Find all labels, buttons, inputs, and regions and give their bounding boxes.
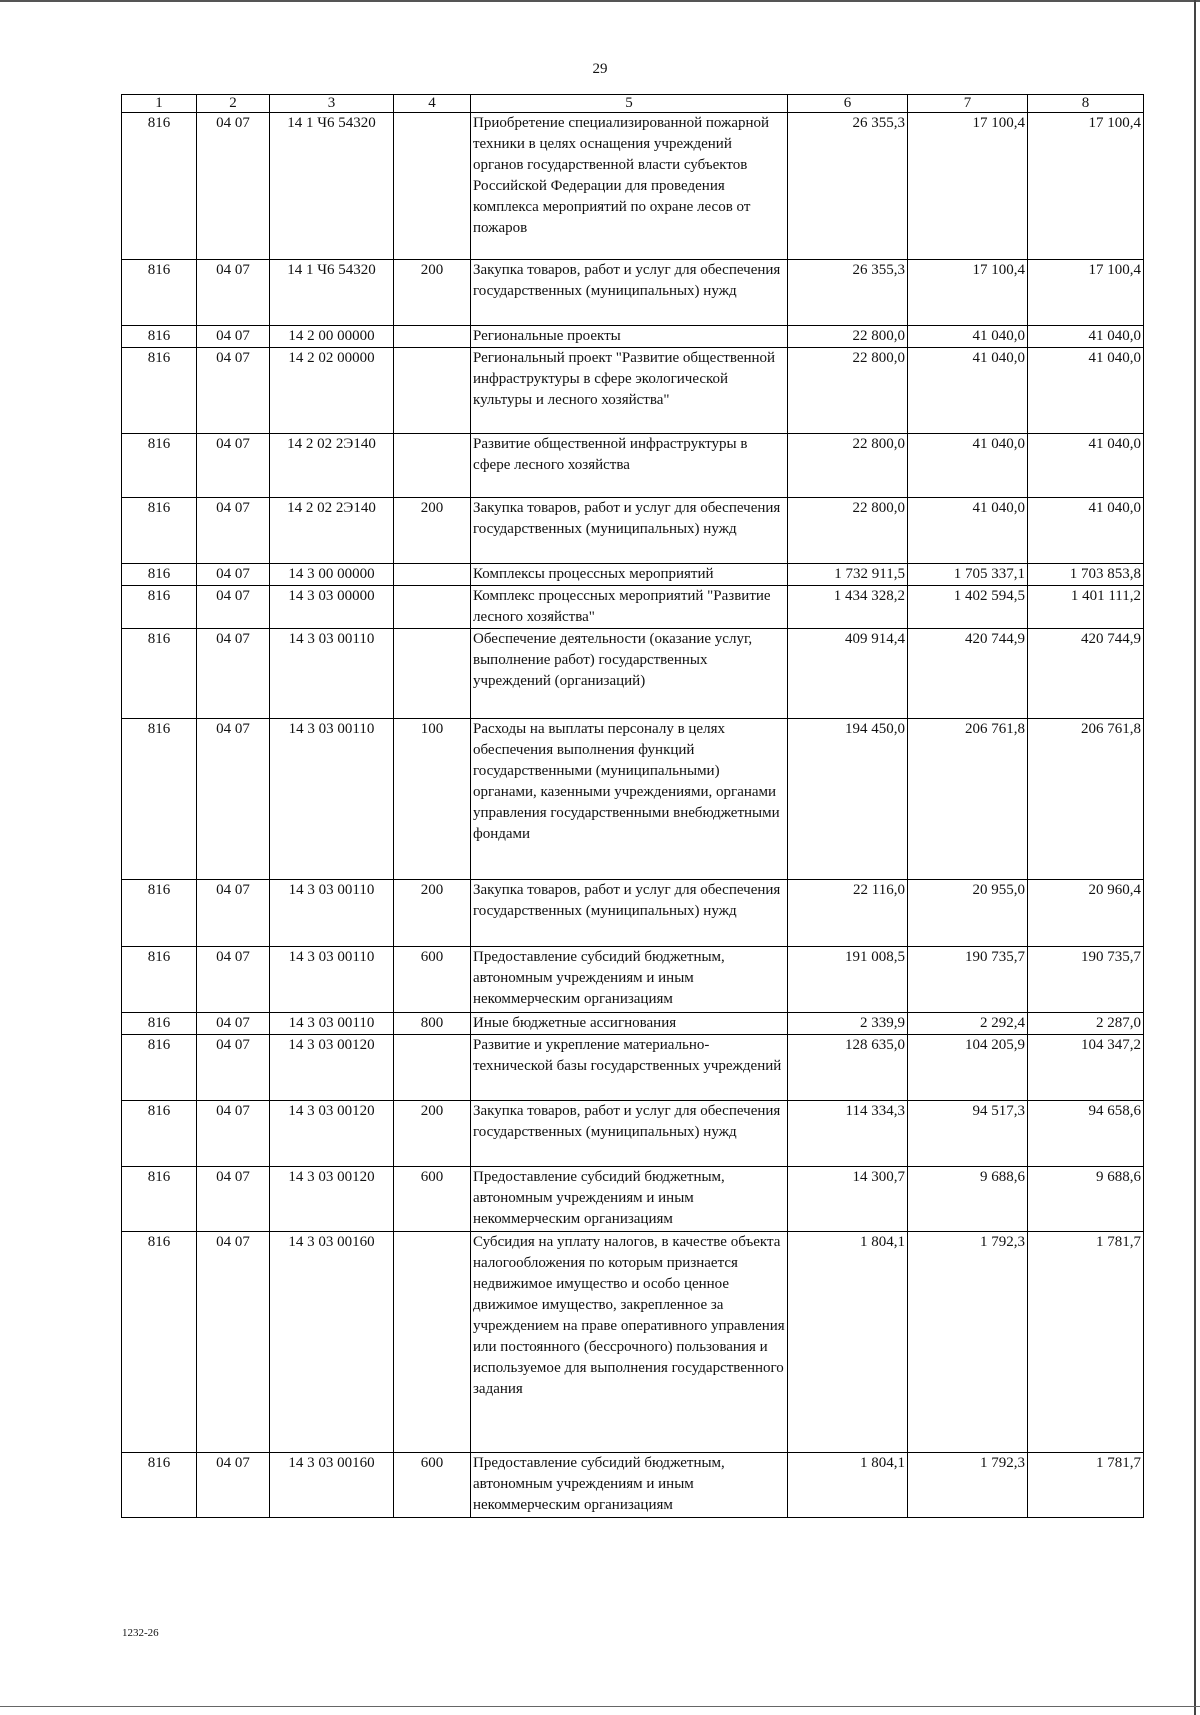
amount-col8-cell: 420 744,9 — [1028, 629, 1144, 719]
description-cell: Закупка товаров, работ и услуг для обеспечения государственных (муниципальных) нужд — [471, 1101, 788, 1167]
admin-code-cell: 816 — [122, 586, 197, 629]
admin-code-cell: 816 — [122, 498, 197, 564]
table-row — [122, 113, 1144, 260]
amount-col8-cell: 9 688,6 — [1028, 1167, 1144, 1232]
admin-code-cell: 816 — [122, 1167, 197, 1232]
target-article-cell: 14 3 03 00120 — [270, 1035, 394, 1101]
target-article-cell: 14 3 03 00120 — [270, 1101, 394, 1167]
table-row — [122, 947, 1144, 1013]
expense-type-cell — [394, 434, 471, 498]
admin-code-cell: 816 — [122, 326, 197, 348]
expense-type-cell — [394, 629, 471, 719]
page-number: 29 — [592, 61, 608, 77]
amount-col7-cell: 1 705 337,1 — [908, 564, 1028, 586]
table-row — [122, 1453, 1144, 1518]
amount-col8-cell: 41 040,0 — [1028, 326, 1144, 348]
description-cell: Расходы на выплаты персоналу в целях обеспечения выполнения функций государственными (муниципальными) органами, казенными учреждениями, органами управления государственными внебюджетными фондами — [471, 719, 788, 880]
amount-col7-cell: 94 517,3 — [908, 1101, 1028, 1167]
target-article-cell: 14 3 03 00120 — [270, 1167, 394, 1232]
description-cell: Региональные проекты — [471, 326, 788, 348]
description-cell: Комплексы процессных мероприятий — [471, 564, 788, 586]
column-header-2: 2 — [197, 95, 270, 113]
amount-col8-cell: 104 347,2 — [1028, 1035, 1144, 1101]
amount-col8-cell: 20 960,4 — [1028, 880, 1144, 947]
target-article-cell: 14 3 03 00110 — [270, 880, 394, 947]
amount-col7-cell: 2 292,4 — [908, 1013, 1028, 1035]
table-row — [122, 1232, 1144, 1453]
admin-code-cell: 816 — [122, 1013, 197, 1035]
amount-col8-cell: 190 735,7 — [1028, 947, 1144, 1013]
section-code-cell: 04 07 — [197, 348, 270, 434]
amount-col6-cell: 22 800,0 — [788, 326, 908, 348]
expense-type-cell: 200 — [394, 498, 471, 564]
amount-col8-cell: 2 287,0 — [1028, 1013, 1144, 1035]
amount-col7-cell: 41 040,0 — [908, 498, 1028, 564]
amount-col6-cell: 128 635,0 — [788, 1035, 908, 1101]
admin-code-cell: 816 — [122, 348, 197, 434]
budget-table — [121, 94, 1144, 1518]
expense-type-cell: 100 — [394, 719, 471, 880]
expense-type-cell: 800 — [394, 1013, 471, 1035]
admin-code-cell: 816 — [122, 1232, 197, 1453]
expense-type-cell: 600 — [394, 1453, 471, 1518]
amount-col8-cell: 41 040,0 — [1028, 498, 1144, 564]
amount-col7-cell: 17 100,4 — [908, 260, 1028, 326]
header-row — [122, 95, 1144, 113]
amount-col6-cell: 191 008,5 — [788, 947, 908, 1013]
amount-col6-cell: 409 914,4 — [788, 629, 908, 719]
table-row — [122, 260, 1144, 326]
scan-edge-top — [0, 0, 1200, 2]
admin-code-cell: 816 — [122, 113, 197, 260]
amount-col6-cell: 22 800,0 — [788, 348, 908, 434]
amount-col7-cell: 1 402 594,5 — [908, 586, 1028, 629]
admin-code-cell: 816 — [122, 629, 197, 719]
amount-col6-cell: 194 450,0 — [788, 719, 908, 880]
amount-col6-cell: 22 800,0 — [788, 434, 908, 498]
description-cell: Субсидия на уплату налогов, в качестве объекта налогообложения по которым признается недвижимое имущество и особо ценное движимое имущество, закрепленное за учреждением на праве оперативного управления или постоянного (бессрочного) пользования и используемое для выполнения государственного задания — [471, 1232, 788, 1453]
amount-col8-cell: 1 781,7 — [1028, 1453, 1144, 1518]
admin-code-cell: 816 — [122, 434, 197, 498]
section-code-cell: 04 07 — [197, 947, 270, 1013]
expense-type-cell: 200 — [394, 880, 471, 947]
expense-type-cell — [394, 564, 471, 586]
target-article-cell: 14 3 03 00110 — [270, 1013, 394, 1035]
amount-col6-cell: 14 300,7 — [788, 1167, 908, 1232]
column-header-3: 3 — [270, 95, 394, 113]
table-row — [122, 348, 1144, 434]
amount-col6-cell: 1 434 328,2 — [788, 586, 908, 629]
column-header-7: 7 — [908, 95, 1028, 113]
amount-col6-cell: 22 116,0 — [788, 880, 908, 947]
amount-col6-cell: 1 732 911,5 — [788, 564, 908, 586]
target-article-cell: 14 2 00 00000 — [270, 326, 394, 348]
table-row — [122, 586, 1144, 629]
amount-col7-cell: 9 688,6 — [908, 1167, 1028, 1232]
expense-type-cell: 600 — [394, 1167, 471, 1232]
document-code: 1232-26 — [122, 1627, 159, 1639]
description-cell: Приобретение специализированной пожарной техники в целях оснащения учреждений органов государственной власти субъектов Российской Федерации для проведения комплекса мероприятий по охране лесов от пожаров — [471, 113, 788, 260]
admin-code-cell: 816 — [122, 564, 197, 586]
description-cell: Развитие и укрепление материально-технической базы государственных учреждений — [471, 1035, 788, 1101]
column-header-4: 4 — [394, 95, 471, 113]
amount-col6-cell: 26 355,3 — [788, 113, 908, 260]
admin-code-cell: 816 — [122, 880, 197, 947]
amount-col8-cell: 1 401 111,2 — [1028, 586, 1144, 629]
expense-type-cell: 600 — [394, 947, 471, 1013]
table-row — [122, 629, 1144, 719]
admin-code-cell: 816 — [122, 719, 197, 880]
amount-col6-cell: 114 334,3 — [788, 1101, 908, 1167]
amount-col8-cell: 1 781,7 — [1028, 1232, 1144, 1453]
column-header-1: 1 — [122, 95, 197, 113]
amount-col7-cell: 1 792,3 — [908, 1453, 1028, 1518]
amount-col8-cell: 17 100,4 — [1028, 113, 1144, 260]
amount-col7-cell: 104 205,9 — [908, 1035, 1028, 1101]
section-code-cell: 04 07 — [197, 498, 270, 564]
admin-code-cell: 816 — [122, 1101, 197, 1167]
description-cell: Закупка товаров, работ и услуг для обеспечения государственных (муниципальных) нужд — [471, 498, 788, 564]
description-cell: Развитие общественной инфраструктуры в сфере лесного хозяйства — [471, 434, 788, 498]
scan-edge-bottom — [0, 1706, 1200, 1707]
description-cell: Предоставление субсидий бюджетным, автономным учреждениям и иным некоммерческим организациям — [471, 1167, 788, 1232]
section-code-cell: 04 07 — [197, 880, 270, 947]
section-code-cell: 04 07 — [197, 719, 270, 880]
description-cell: Региональный проект "Развитие общественной инфраструктуры в сфере экологической культуры и лесного хозяйства" — [471, 348, 788, 434]
section-code-cell: 04 07 — [197, 1035, 270, 1101]
admin-code-cell: 816 — [122, 1035, 197, 1101]
expense-type-cell: 200 — [394, 1101, 471, 1167]
section-code-cell: 04 07 — [197, 629, 270, 719]
expense-type-cell: 200 — [394, 260, 471, 326]
target-article-cell: 14 3 03 00110 — [270, 719, 394, 880]
description-cell: Закупка товаров, работ и услуг для обеспечения государственных (муниципальных) нужд — [471, 880, 788, 947]
amount-col8-cell: 41 040,0 — [1028, 348, 1144, 434]
section-code-cell: 04 07 — [197, 1013, 270, 1035]
target-article-cell: 14 1 Ч6 54320 — [270, 260, 394, 326]
section-code-cell: 04 07 — [197, 326, 270, 348]
table-row — [122, 564, 1144, 586]
amount-col7-cell: 1 792,3 — [908, 1232, 1028, 1453]
target-article-cell: 14 3 00 00000 — [270, 564, 394, 586]
expense-type-cell — [394, 1035, 471, 1101]
table-row — [122, 326, 1144, 348]
target-article-cell: 14 3 03 00000 — [270, 586, 394, 629]
amount-col7-cell: 206 761,8 — [908, 719, 1028, 880]
section-code-cell: 04 07 — [197, 1101, 270, 1167]
table-row — [122, 1167, 1144, 1232]
description-cell: Обеспечение деятельности (оказание услуг, выполнение работ) государственных учреждений (организаций) — [471, 629, 788, 719]
target-article-cell: 14 3 03 00160 — [270, 1453, 394, 1518]
column-header-8: 8 — [1028, 95, 1144, 113]
expense-type-cell — [394, 326, 471, 348]
amount-col6-cell: 26 355,3 — [788, 260, 908, 326]
amount-col6-cell: 22 800,0 — [788, 498, 908, 564]
table-body — [122, 113, 1144, 1518]
amount-col6-cell: 2 339,9 — [788, 1013, 908, 1035]
amount-col6-cell: 1 804,1 — [788, 1453, 908, 1518]
target-article-cell: 14 3 03 00110 — [270, 947, 394, 1013]
admin-code-cell: 816 — [122, 947, 197, 1013]
section-code-cell: 04 07 — [197, 1232, 270, 1453]
expense-type-cell — [394, 113, 471, 260]
table-row — [122, 880, 1144, 947]
table-row — [122, 434, 1144, 498]
amount-col7-cell: 41 040,0 — [908, 348, 1028, 434]
expense-type-cell — [394, 348, 471, 434]
admin-code-cell: 816 — [122, 1453, 197, 1518]
section-code-cell: 04 07 — [197, 1167, 270, 1232]
section-code-cell: 04 07 — [197, 113, 270, 260]
table-row — [122, 498, 1144, 564]
table-row — [122, 1013, 1144, 1035]
target-article-cell: 14 2 02 2Э140 — [270, 434, 394, 498]
amount-col8-cell: 206 761,8 — [1028, 719, 1144, 880]
table-header — [122, 95, 1144, 113]
target-article-cell: 14 2 02 2Э140 — [270, 498, 394, 564]
section-code-cell: 04 07 — [197, 434, 270, 498]
amount-col7-cell: 420 744,9 — [908, 629, 1028, 719]
amount-col8-cell: 41 040,0 — [1028, 434, 1144, 498]
description-cell: Предоставление субсидий бюджетным, автономным учреждениям и иным некоммерческим организациям — [471, 947, 788, 1013]
amount-col8-cell: 17 100,4 — [1028, 260, 1144, 326]
amount-col8-cell: 94 658,6 — [1028, 1101, 1144, 1167]
expense-type-cell — [394, 1232, 471, 1453]
section-code-cell: 04 07 — [197, 564, 270, 586]
amount-col6-cell: 1 804,1 — [788, 1232, 908, 1453]
amount-col7-cell: 190 735,7 — [908, 947, 1028, 1013]
amount-col7-cell: 20 955,0 — [908, 880, 1028, 947]
amount-col7-cell: 41 040,0 — [908, 434, 1028, 498]
section-code-cell: 04 07 — [197, 586, 270, 629]
admin-code-cell: 816 — [122, 260, 197, 326]
table-row — [122, 719, 1144, 880]
column-header-6: 6 — [788, 95, 908, 113]
description-cell: Закупка товаров, работ и услуг для обеспечения государственных (муниципальных) нужд — [471, 260, 788, 326]
target-article-cell: 14 3 03 00110 — [270, 629, 394, 719]
section-code-cell: 04 07 — [197, 1453, 270, 1518]
expense-type-cell — [394, 586, 471, 629]
description-cell: Комплекс процессных мероприятий "Развитие лесного хозяйства" — [471, 586, 788, 629]
target-article-cell: 14 3 03 00160 — [270, 1232, 394, 1453]
description-cell: Предоставление субсидий бюджетным, автономным учреждениям и иным некоммерческим организациям — [471, 1453, 788, 1518]
amount-col7-cell: 17 100,4 — [908, 113, 1028, 260]
amount-col7-cell: 41 040,0 — [908, 326, 1028, 348]
description-cell: Иные бюджетные ассигнования — [471, 1013, 788, 1035]
target-article-cell: 14 2 02 00000 — [270, 348, 394, 434]
target-article-cell: 14 1 Ч6 54320 — [270, 113, 394, 260]
table-row — [122, 1101, 1144, 1167]
table-row — [122, 1035, 1144, 1101]
amount-col8-cell: 1 703 853,8 — [1028, 564, 1144, 586]
section-code-cell: 04 07 — [197, 260, 270, 326]
scan-edge-right — [1194, 0, 1196, 1715]
column-header-5: 5 — [471, 95, 788, 113]
